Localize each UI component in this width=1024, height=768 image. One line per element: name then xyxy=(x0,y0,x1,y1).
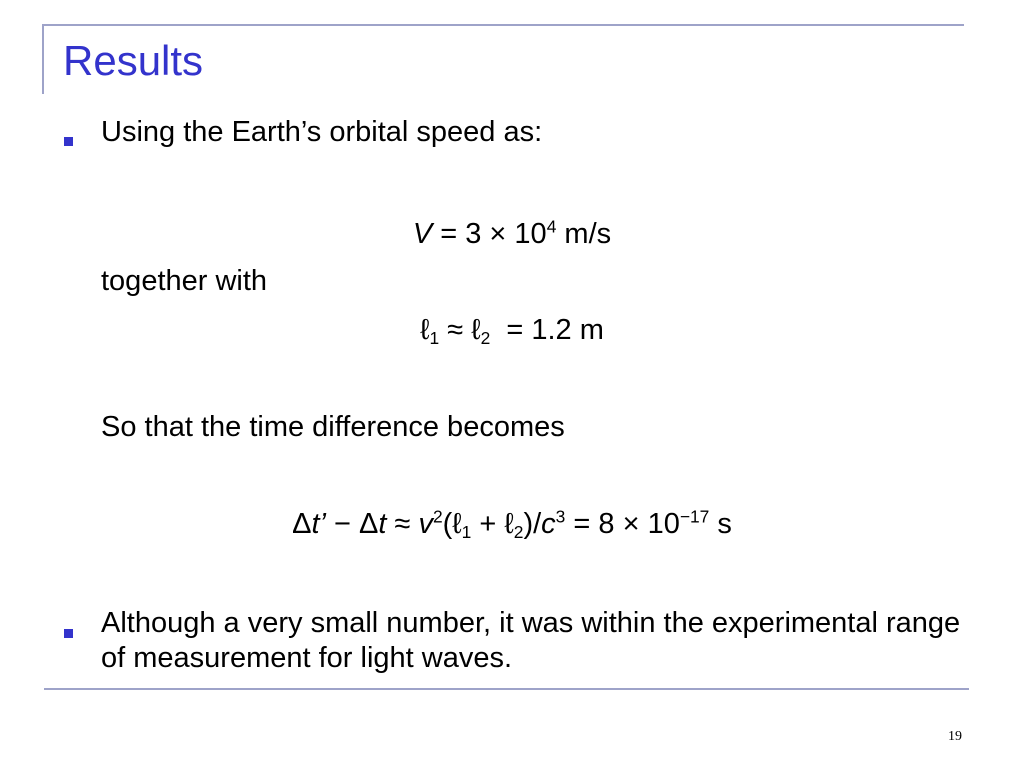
eq3-approx: ≈ xyxy=(386,508,419,540)
eq1-exponent: 4 xyxy=(546,216,557,237)
eq3-sub-1: 1 xyxy=(461,522,472,543)
page-number: 19 xyxy=(948,729,962,744)
frame-top-rule xyxy=(44,24,964,26)
bottom-rule xyxy=(44,688,969,690)
eq3-delta: Δ xyxy=(292,508,312,540)
eq2-ell-1: ℓ xyxy=(420,314,430,346)
eq3-result-exponent: −17 xyxy=(679,506,710,527)
eq1-variable: V xyxy=(412,218,433,250)
eq1-rhs: = 3 × 10 xyxy=(432,218,547,250)
eq1-unit: m/s xyxy=(556,218,612,250)
eq2-sub-1: 1 xyxy=(429,328,440,349)
equation-arm-lengths xyxy=(0,314,1024,347)
eq2-ell-2: ℓ xyxy=(471,314,481,346)
eq3-close: )/ xyxy=(523,508,542,540)
equation-orbital-speed xyxy=(0,218,1024,251)
so-that-text: So that the time difference becomes xyxy=(101,411,565,443)
eq3-v: v xyxy=(418,508,433,540)
bullet-text-small-number: Although a very small number, it was within the experimental range of measurement for light waves. xyxy=(101,607,961,674)
eq3-plus-ell: + ℓ xyxy=(471,508,514,540)
eq2-rhs: = 1.2 m xyxy=(490,314,604,346)
frame-left-rule xyxy=(42,24,44,94)
bullet-square-icon xyxy=(64,629,73,638)
bullet-square-icon xyxy=(64,137,73,146)
together-with-text: together with xyxy=(101,265,268,297)
eq3-unit: s xyxy=(709,508,732,540)
eq3-t-prime: t’ xyxy=(311,508,326,540)
eq3-minus-delta: − Δ xyxy=(325,508,379,540)
eq3-v-exponent: 2 xyxy=(432,506,443,527)
eq3-open-ell: (ℓ xyxy=(442,508,462,540)
eq3-t: t xyxy=(378,508,387,540)
eq3-sub-2: 2 xyxy=(513,522,524,543)
equation-time-difference xyxy=(0,508,1024,541)
eq2-sub-2: 2 xyxy=(480,328,491,349)
bullet-text-orbital-speed: Using the Earth’s orbital speed as: xyxy=(101,116,543,148)
eq3-c: c xyxy=(541,508,556,540)
eq2-approx: ≈ xyxy=(439,314,472,346)
eq3-c-exponent: 3 xyxy=(555,506,566,527)
slide-title: Results xyxy=(63,37,204,84)
eq3-result: = 8 × 10 xyxy=(565,508,680,540)
